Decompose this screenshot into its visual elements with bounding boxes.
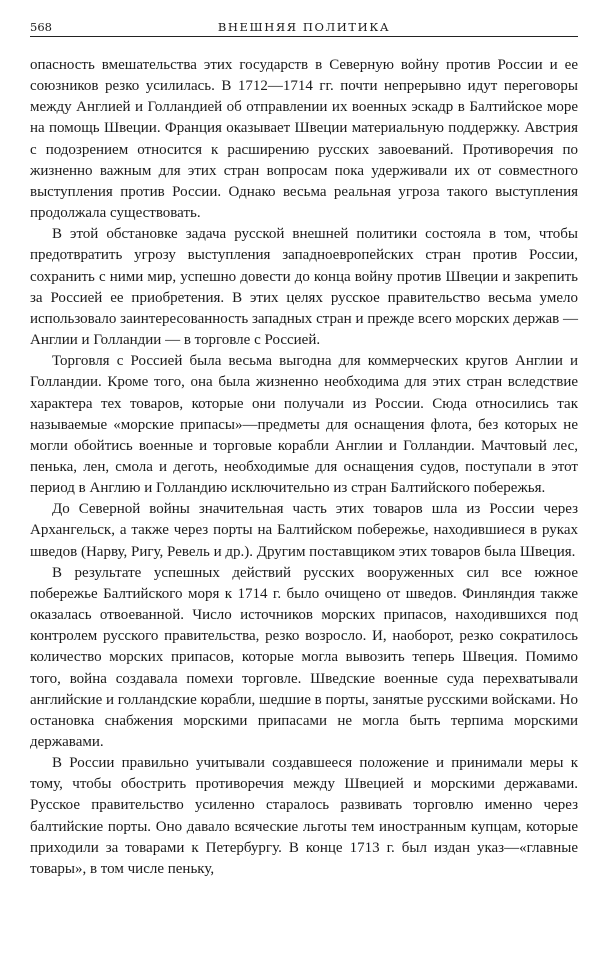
paragraph: До Северной войны значительная часть этих товаров шла из России через Архангельск, а также через порты на Балтийском побережье, находившиеся в руках шведов (Нарву, Ригу, Ревель и др.). Другим поставщиком этих товаров была Швеция. — [30, 501, 578, 560]
paragraph-continuation: опасность вмешательства этих государств в Северную войну против России и ее союзников резко усилилась. В 1712—1714 гг. почти непрерывно идут переговоры между Англией и Голландией об отправлении их военных эскадр в Балтийское море на помощь Швеции. Франция оказывает Швеции материальную поддержку. Австрия с подозрением относится к расширению русских завоеваний. Противоречия по жизненно важным для этих стран вопросам пока удерживали их от совместного выступления против России. Однако весьма реальная угроза такого выступления продолжала существовать. — [30, 57, 578, 222]
running-title: ВНЕШНЯЯ ПОЛИТИКА — [217, 20, 391, 34]
paragraph: В этой обстановке задача русской внешней политики состояла в том, чтобы предотвратить угрозу выступления западноевропейских стран против России, сохранить с ними мир, успешно довести до конца войну против Швеции и закрепить за Россией ее приобретения. В этих целях русское правительство весьма умело использовало заинтересованность западных стран и прежде всего морских держав — Англии и Голландии — в торговле с Россией. — [30, 226, 578, 349]
page-number: 568 — [30, 20, 52, 34]
paragraph: В результате успешных действий русских вооруженных сил все южное побережье Балтийского моря к 1714 г. было очищено от шведов. Финляндия также оказалась отвоеванной. Число источников морских припасов, находившихся под контролем русского правительства, резко возросло. И, наоборот, резко сократилось количество морских припасов, которые могла вывозить теперь Швеция. Помимо того, война создавала помехи торговле. Шведские военные суда перехватывали английские и голландские корабли, шедшие в порты, занятые русскими войсками. Но остановка снабжения морскими припасами не могла быть терпима морскими державами. — [30, 564, 578, 750]
body-text — [30, 55, 578, 880]
paragraph: В России правильно учитывали создавшееся положение и принимали меры к тому, чтобы обострить противоречия между Швецией и морскими державами. Русское правительство усиленно старалось развивать торговлю именно через балтийские порты. Оно давало всяческие льготы тем иностранным купцам, которые приходили за товарами к Петербургу. В конце 1713 г. был издан указ—«главные товары», в том числе пеньку, — [30, 755, 578, 877]
paragraph: Торговля с Россией была весьма выгодна для коммерческих кругов Англии и Голландии. Кроме того, она была жизненно необходима для этих стран вследствие характера тех товаров, которые они получали из России. Сюда относились так называемые «морские припасы»—предметы для оснащения флота, без которых не могли обойтись военные и торговые корабли Англии и Голландии. Мачтовый лес, пенька, лен, смола и деготь, необходимые для оснащения судов, поступали в этот период в Англию и Голландию исключительно из стран Балтийского побережья. — [30, 353, 578, 497]
page-header — [30, 10, 578, 37]
